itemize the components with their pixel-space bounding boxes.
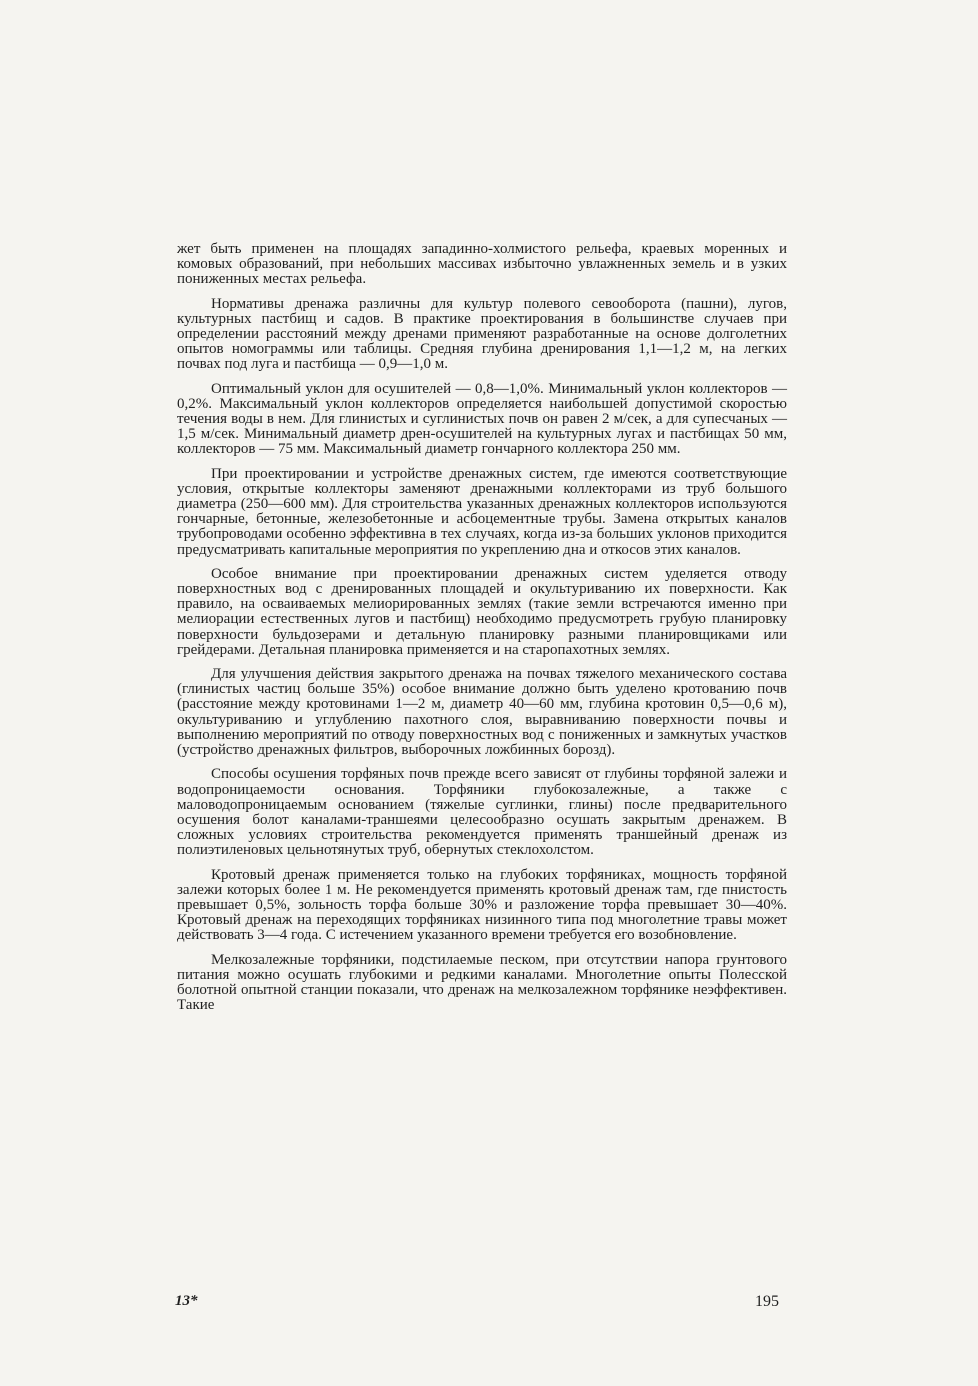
paragraph-shallow-peat: Мелкозалежные торфяники, подстилаемые песком, при отсутствии напора грунтового питания можно осушать глубокими и редкими каналами. Многолетние опыты Полесской болотной опытной станции показали, что дренаж на мелкозалежном торфянике неэффективен. Такие <box>177 951 787 1014</box>
paragraph-drainage-norms: Нормативы дренажа различны для культур полевого севооборота (пашни), лугов, культурных пастбищ и садов. В практике проектирования в большинстве случаев при определении расстояний между дренами применяют разработанные на основе долголетних опытов номограммы или таблицы. Средняя глубина дренирования 1,1—1,2 м, на легких почвах под луга и пастбища — 0,9—1,0 м. <box>177 295 787 373</box>
body-text <box>177 242 787 1022</box>
page-number: 195 <box>755 1293 779 1310</box>
paragraph-heavy-soils: Для улучшения действия закрытого дренажа на почвах тяжелого механического состава (глинистых частиц больше 35%) особое внимание должно быть уделено кротованию почв (расстояние между кротовинами 1—2 м, диаметр 40—60 мм, глубина кротовин 0,5—0,6 м), окультуриванию и углублению пахотного слоя, выравниванию поверхности почвы и выполнению мероприятий по отводу поверхностных вод с пониженных и замкнутых участков (устройство дренажных фильтров, выборочных ложбинных борозд). <box>177 666 787 759</box>
paragraph-mole-drainage: Кротовый дренаж применяется только на глубоких торфяниках, мощность торфяной залежи которых более 1 м. Не рекомендуется применять кротовый дренаж там, где пнистость превышает 0,5%, зольность торфа больше 30% и разложение торфа превышает 30—40%. Кротовый дренаж на переходящих торфяниках низинного типа под многолетние травы может действовать 3—4 года. С истечением указанного времени требуется его возобновление. <box>177 866 787 944</box>
paragraph-surface-water: Особое внимание при проектировании дренажных систем уделяется отводу поверхностных вод с дренированных площадей и окультуриванию их поверхности. Как правило, на осваиваемых мелиорированных землях (такие земли встречаются именно при мелиорации естественных лугов и пастбищ) необходимо предусмотреть грубую планировку поверхности бульдозерами и детальную планировку разными планировщиками или грейдерами. Детальная планировка применяется и на старопахотных землях. <box>177 565 787 658</box>
paragraph-slopes: Оптимальный уклон для осушителей — 0,8—1,0%. Минимальный уклон коллекторов — 0,2%. Максимальный уклон коллекторов определяется наибольшей допустимой скоростью течения воды в нем. Для глинистых и суглинистых почв он равен 2 м/сек, а для супесчаных — 1,5 м/сек. Минимальный диаметр дрен-осушителей на культурных лугах и пастбищах 50 мм, коллекторов — 75 мм. Максимальный диаметр гончарного коллектора 250 мм. <box>177 380 787 458</box>
paragraph-collectors: При проектировании и устройстве дренажных систем, где имеются соответствующие условия, открытые коллекторы заменяют дренажными коллекторами из труб большого диаметра (250—600 мм). Для строительства указанных дренажных коллекторов используются гончарные, бетонные, железобетонные и асбоцементные трубы. Замена открытых каналов трубопроводами особенно эффективна в тех случаях, когда из-за больших уклонов приходится предусматривать капитальные мероприятия по укреплению дна и откосов этих каналов. <box>177 465 787 558</box>
paragraph-continuation: жет быть применен на площадях западинно-холмистого рельефа, краевых моренных и комовых образований, при небольших массивах избыточно увлажненных земель и в узких пониженных местах рельефа. <box>177 241 787 288</box>
printer-signature: 13* <box>175 1293 198 1309</box>
paragraph-peat-drainage: Способы осушения торфяных почв прежде всего зависят от глубины торфяной залежи и водопроницаемости основания. Торфяники глубокозалежные, а также с маловодопроницаемым основанием (тяжелые суглинки, глины) после предварительного осушения болот каналами-траншеями целесообразно осушать закрытым дренажем. В сложных условиях строительства рекомендуется применять траншейный дренаж из полиэтиленовых цельнотянутых труб, обернутых стеклохолстом. <box>177 766 787 859</box>
